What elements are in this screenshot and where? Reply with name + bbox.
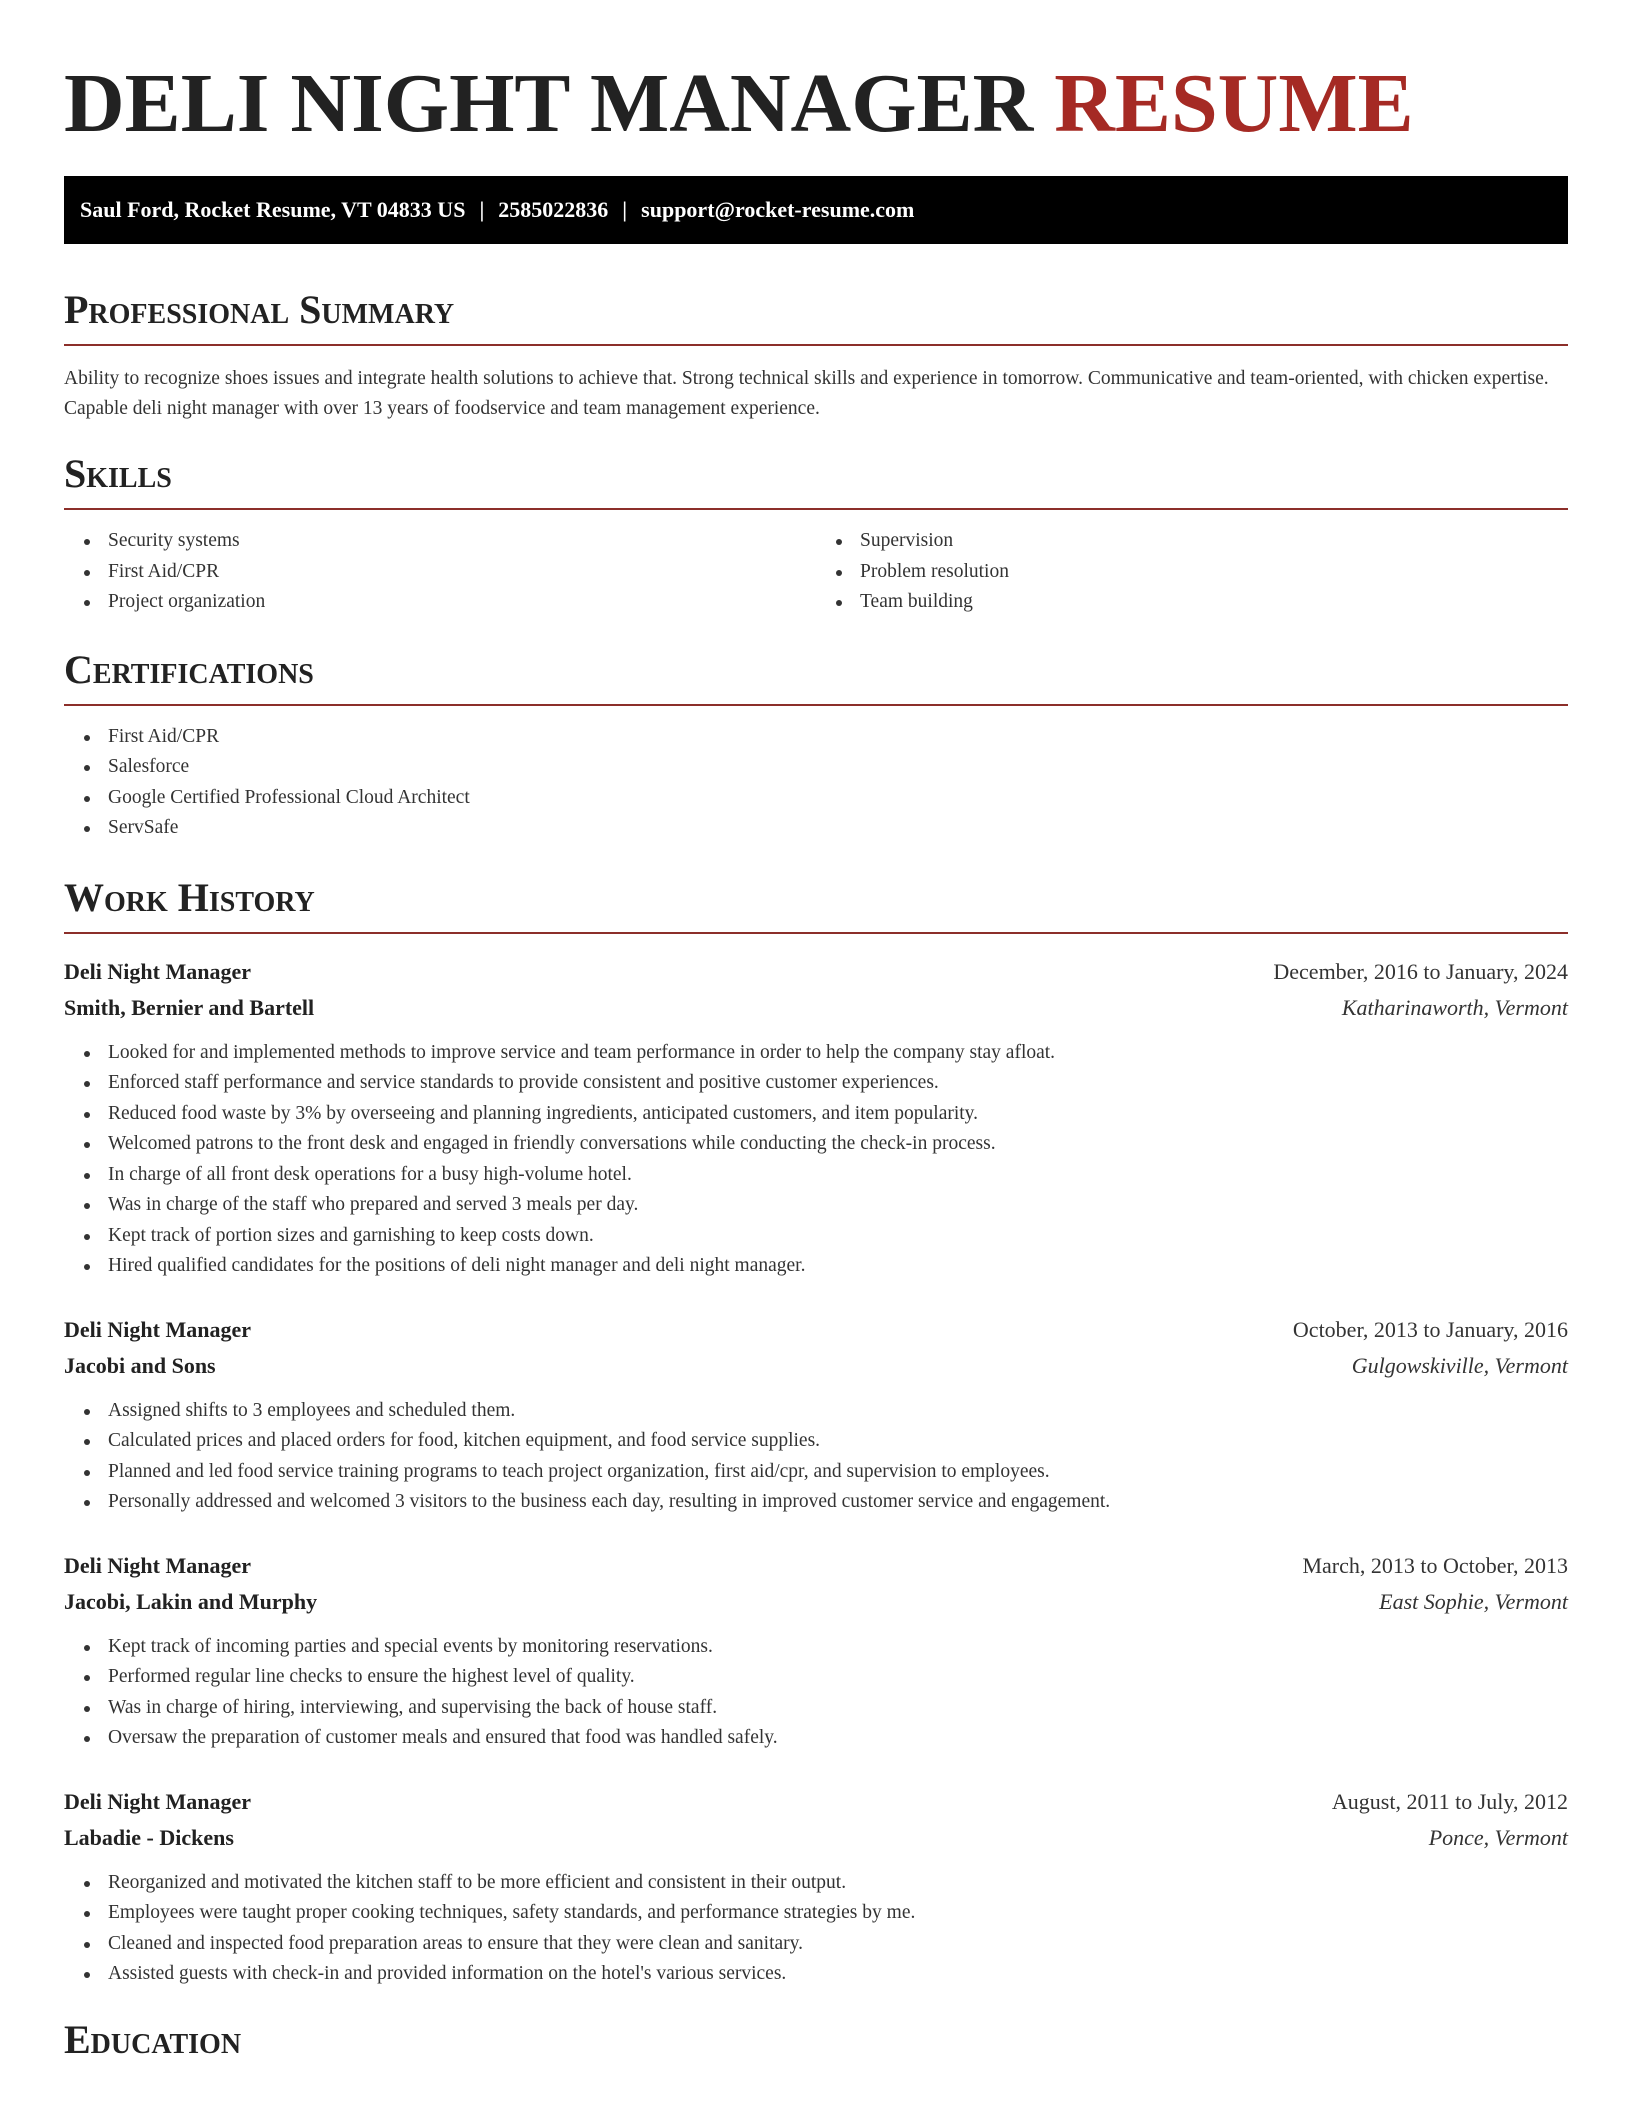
job-duty: Hired qualified candidates for the positions of deli night manager and deli night manager. [108, 1251, 1568, 1282]
job-company-row [64, 1584, 1568, 1620]
job-duties-list [64, 1396, 1568, 1518]
job-header-row [64, 954, 1568, 990]
job-entry [64, 954, 1568, 1282]
contact-bar [64, 176, 1568, 244]
certification-item: ServSafe [108, 813, 1568, 844]
job-duties-list [64, 1038, 1568, 1282]
job-header-row [64, 1784, 1568, 1820]
job-company-row [64, 1348, 1568, 1384]
job-duty: Kept track of incoming parties and special events by monitoring reservations. [108, 1632, 1568, 1663]
job-entry [64, 1784, 1568, 1990]
education-section [64, 2016, 1568, 2064]
job-company: Jacobi, Lakin and Murphy [64, 1588, 318, 1614]
certification-item: Salesforce [108, 752, 1568, 783]
skill-item: Supervision [860, 526, 1568, 557]
contact-phone: 2585022836 [498, 197, 609, 222]
job-title: Deli Night Manager [64, 1552, 251, 1578]
skill-item: First Aid/CPR [108, 557, 816, 588]
skills-list-right [816, 526, 1568, 618]
job-company-row [64, 1820, 1568, 1856]
job-title: Deli Night Manager [64, 1316, 251, 1342]
job-location: East Sophie, Vermont [1379, 1588, 1568, 1614]
summary-text: Ability to recognize shoes issues and integrate health solutions to achieve that. Strong technical skills and experience in tomorrow. Communicative and team-oriented, with chicken expertise. Capable deli night manager with over 13 years of foodservice and team management experience. [64, 368, 1549, 419]
skill-item: Security systems [108, 526, 816, 557]
skills-grid [64, 510, 1568, 618]
contact-email: support@rocket-resume.com [641, 197, 915, 222]
work-history-section [64, 874, 1568, 1990]
section-divider [64, 344, 1568, 346]
job-duty: Calculated prices and placed orders for food, kitchen equipment, and food service supplies. [108, 1426, 1568, 1457]
job-company: Labadie - Dickens [64, 1824, 234, 1850]
skill-item: Project organization [108, 587, 816, 618]
job-duty: Performed regular line checks to ensure the highest level of quality. [108, 1662, 1568, 1693]
job-duty: Enforced staff performance and service standards to provide consistent and positive customer experiences. [108, 1068, 1568, 1099]
job-header-row [64, 1548, 1568, 1584]
job-company-row [64, 990, 1568, 1026]
certifications-section [64, 646, 1568, 844]
title-resume-word: RESUME [1054, 57, 1414, 150]
certifications-list [64, 722, 1568, 844]
job-duty: Assigned shifts to 3 employees and scheduled them. [108, 1396, 1568, 1427]
skills-heading: Skills [64, 451, 172, 496]
job-location: Katharinaworth, Vermont [1341, 994, 1568, 1020]
job-duty: Was in charge of hiring, interviewing, and supervising the back of house staff. [108, 1693, 1568, 1724]
job-duty: Employees were taught proper cooking techniques, safety standards, and performance strategies by me. [108, 1898, 1568, 1929]
summary-section [64, 286, 1568, 424]
summary-heading: Professional Summary [64, 287, 455, 332]
title-role: DELI NIGHT MANAGER [64, 57, 1034, 150]
job-title: Deli Night Manager [64, 1788, 251, 1814]
skill-item: Problem resolution [860, 557, 1568, 588]
education-heading: Education [64, 2016, 242, 2062]
job-duty: Reorganized and motivated the kitchen staff to be more efficient and consistent in their output. [108, 1868, 1568, 1899]
contact-separator: | [479, 197, 485, 222]
certification-item: Google Certified Professional Cloud Architect [108, 783, 1568, 814]
job-dates: October, 2013 to January, 2016 [1292, 1316, 1568, 1342]
contact-address: Saul Ford, Rocket Resume, VT 04833 US [80, 197, 466, 222]
certification-item: First Aid/CPR [108, 722, 1568, 753]
job-dates: August, 2011 to July, 2012 [1331, 1788, 1568, 1814]
job-duties-list [64, 1868, 1568, 1990]
section-divider [64, 932, 1568, 934]
job-duty: In charge of all front desk operations for a busy high-volume hotel. [108, 1160, 1568, 1191]
job-duty: Cleaned and inspected food preparation areas to ensure that they were clean and sanitary. [108, 1929, 1568, 1960]
job-duty: Reduced food waste by 3% by overseeing and planning ingredients, anticipated customers, and item popularity. [108, 1099, 1568, 1130]
job-entry [64, 1548, 1568, 1754]
job-duty: Was in charge of the staff who prepared and served 3 meals per day. [108, 1190, 1568, 1221]
job-location: Ponce, Vermont [1428, 1824, 1568, 1850]
job-company: Smith, Bernier and Bartell [64, 994, 315, 1020]
job-location: Gulgowskiville, Vermont [1351, 1352, 1568, 1378]
skills-list-left [64, 526, 816, 618]
job-duty: Oversaw the preparation of customer meals and ensured that food was handled safely. [108, 1723, 1568, 1754]
job-title: Deli Night Manager [64, 958, 251, 984]
job-entry [64, 1312, 1568, 1518]
job-dates: December, 2016 to January, 2024 [1273, 958, 1568, 984]
job-duties-list [64, 1632, 1568, 1754]
job-duty: Kept track of portion sizes and garnishing to keep costs down. [108, 1221, 1568, 1252]
section-divider [64, 704, 1568, 706]
certifications-heading: Certifications [64, 646, 314, 692]
work-history-heading: Work History [64, 874, 315, 920]
job-dates: March, 2013 to October, 2013 [1302, 1552, 1568, 1578]
skill-item: Team building [860, 587, 1568, 618]
contact-separator: | [622, 197, 628, 222]
job-company: Jacobi and Sons [64, 1352, 216, 1378]
job-duty: Planned and led food service training programs to teach project organization, first aid/cpr, and supervision to employees. [108, 1457, 1568, 1488]
skills-section [64, 450, 1568, 618]
resume-title [64, 0, 1568, 156]
job-duty: Assisted guests with check-in and provided information on the hotel's various services. [108, 1959, 1568, 1990]
job-duty: Looked for and implemented methods to improve service and team performance in order to help the company stay afloat. [108, 1038, 1568, 1069]
job-header-row [64, 1312, 1568, 1348]
job-duty: Welcomed patrons to the front desk and engaged in friendly conversations while conducting the check-in process. [108, 1129, 1568, 1160]
resume-page [64, 0, 1568, 2064]
job-duty: Personally addressed and welcomed 3 visitors to the business each day, resulting in improved customer service and engagement. [108, 1487, 1568, 1518]
